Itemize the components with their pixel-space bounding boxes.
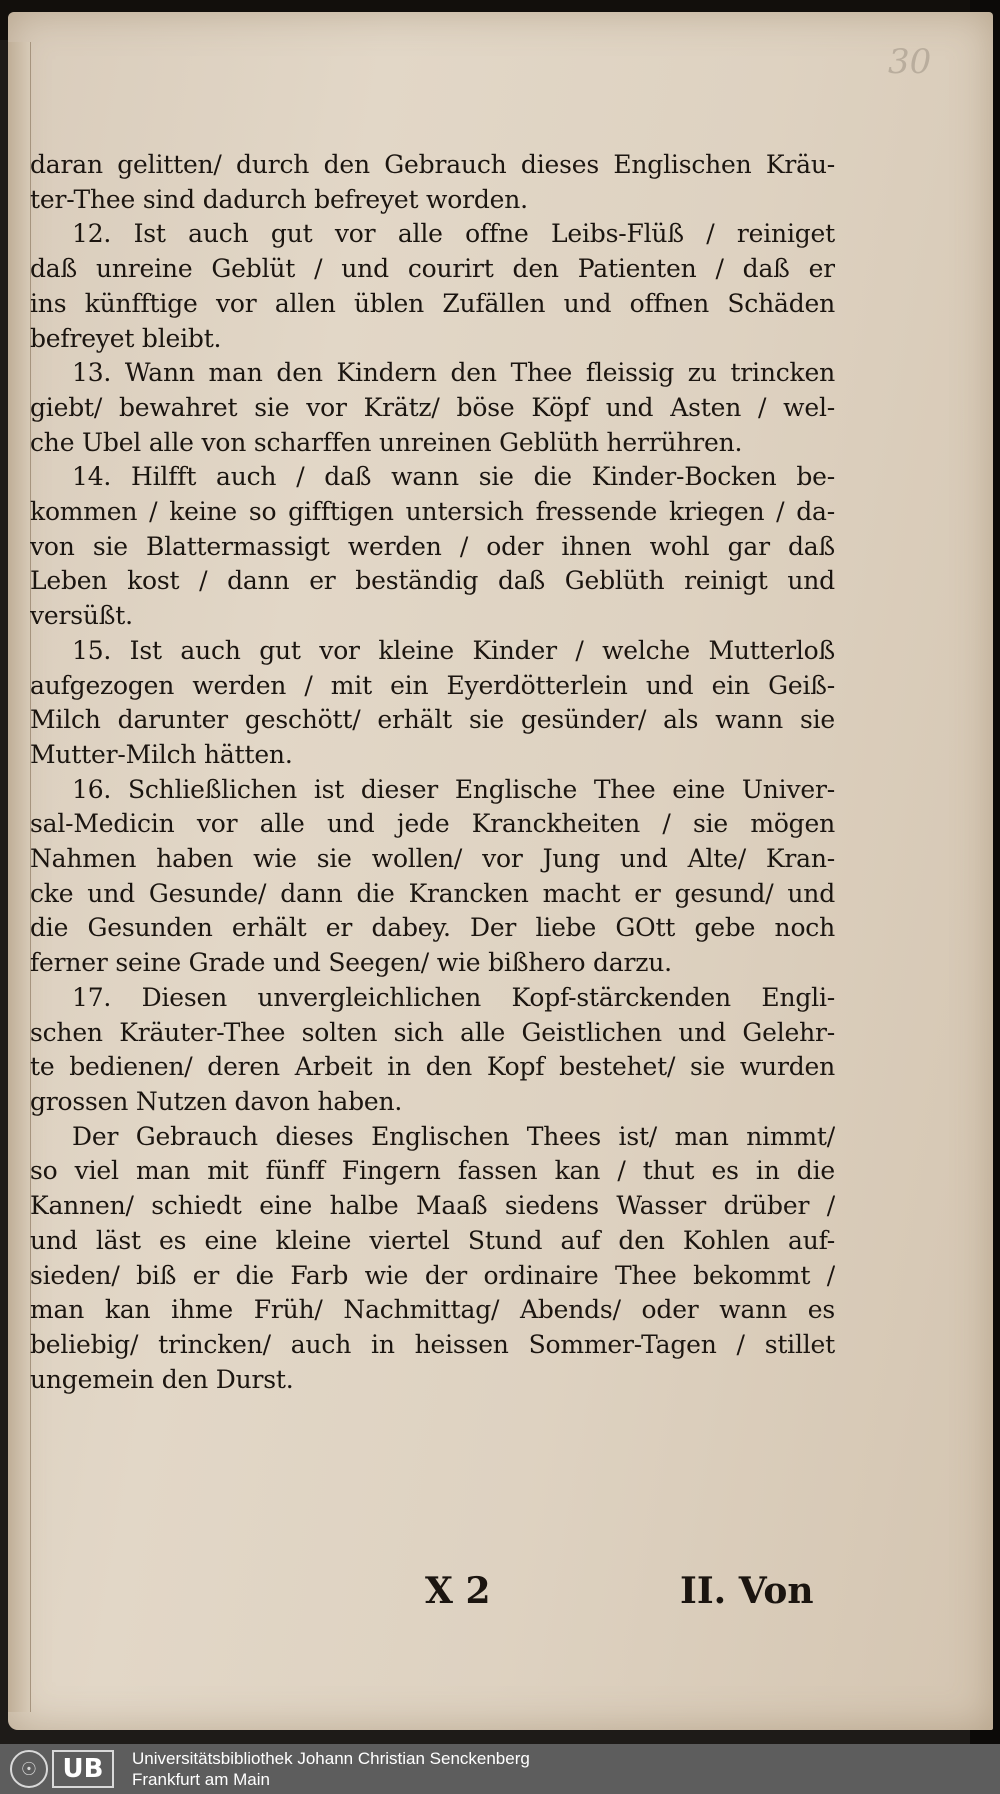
catchword: II. Von <box>680 1570 814 1612</box>
text-line: Kannen/ schiedt eine halbe Maaß siedens Wasser drüber / <box>30 1191 835 1221</box>
text-line: che Ubel alle von scharffen unreinen Geblüth herrühren. <box>30 427 743 457</box>
text-line: von sie Blattermassigt werden / oder ihnen wohl gar daß <box>30 531 835 561</box>
text-line: aufgezogen werden / mit ein Eyerdötterlein und ein Geiß- <box>30 670 835 700</box>
text-line: befreyet bleibt. <box>30 323 222 353</box>
library-footer <box>0 1744 1000 1794</box>
text-line: 12. Ist auch gut vor alle offne Leibs-Flüß / reiniget <box>72 219 835 249</box>
text-line: 14. Hilfft auch / daß wann sie die Kinder-Bocken be- <box>72 462 835 492</box>
text-line: Leben kost / dann er beständig daß Geblüth reinigt und <box>30 566 835 596</box>
text-line: Nahmen haben wie sie wollen/ vor Jung und Alte/ Kran- <box>30 844 835 874</box>
text-line: daß unreine Geblüt / und courirt den Patienten / daß er <box>30 254 835 284</box>
text-line: die Gesunden erhält er dabey. Der liebe GOtt gebe noch <box>30 913 835 943</box>
text-line: te bedienen/ deren Arbeit in den Kopf bestehet/ sie wurden <box>30 1052 835 1082</box>
page-number-mark: 30 <box>888 42 932 82</box>
body-text <box>30 148 835 1397</box>
text-line: so viel man mit fünff Fingern fassen kan / thut es in die <box>30 1156 835 1186</box>
text-line: versüßt. <box>30 601 133 631</box>
library-logo[interactable] <box>10 1749 118 1789</box>
text-line: ter-Thee sind dadurch befreyet worden. <box>30 184 528 214</box>
text-line: man kan ihme Früh/ Nachmittag/ Abends/ oder wann es <box>30 1295 835 1325</box>
text-line: 13. Wann man den Kindern den Thee fleissig zu trincken <box>72 358 835 388</box>
text-line: daran gelitten/ durch den Gebrauch dieses Englischen Kräu- <box>30 150 835 179</box>
text-line: Der Gebrauch dieses Englischen Thees ist/ man nimmt/ <box>72 1121 835 1151</box>
text-line: sieden/ biß er die Farb wie der ordinaire Thee bekommt / <box>30 1260 835 1290</box>
text-line: Mutter-Milch hätten. <box>30 739 293 769</box>
text-line: ungemein den Durst. <box>30 1364 294 1394</box>
text-line: grossen Nutzen davon haben. <box>30 1086 403 1116</box>
text-line: Milch darunter geschött/ erhält sie gesünder/ als wann sie <box>30 705 835 735</box>
text-line: kommen / keine so gifftigen untersich fressende kriegen / da- <box>30 497 835 527</box>
text-line: sal-Medicin vor alle und jede Kranckheiten / sie mögen <box>30 809 835 839</box>
page-binding-edge <box>8 42 31 1712</box>
text-line: und läst es eine kleine viertel Stund auf den Kohlen auf- <box>30 1225 835 1255</box>
text-line: 15. Ist auch gut vor kleine Kinder / welche Mutterloß <box>72 635 835 665</box>
text-line: ins künfftige vor allen üblen Zufällen und offnen Schäden <box>30 288 835 318</box>
text-line: cke und Gesunde/ dann die Krancken macht er gesund/ und <box>30 878 835 908</box>
seal-icon: ☉ <box>10 1750 48 1788</box>
text-line: beliebig/ trincken/ auch in heissen Sommer-Tagen / stillet <box>30 1329 835 1359</box>
institution-name[interactable] <box>132 1748 530 1790</box>
text-line: ferner seine Grade und Seegen/ wie bißhero darzu. <box>30 948 672 978</box>
ub-logo-mark: UB <box>52 1750 114 1788</box>
institution-line-2: Frankfurt am Main <box>132 1770 270 1789</box>
text-line: 17. Diesen unvergleichlichen Kopf-stärckenden Engli- <box>72 982 835 1012</box>
text-line: 16. Schließlichen ist dieser Englische Thee eine Univer- <box>72 774 835 804</box>
signature-mark: X 2 <box>425 1570 491 1612</box>
text-line: giebt/ bewahret sie vor Krätz/ böse Köpf und Asten / wel- <box>30 392 835 422</box>
text-line: schen Kräuter-Thee solten sich alle Geistlichen und Gelehr- <box>30 1017 835 1047</box>
institution-line-1: Universitätsbibliothek Johann Christian Senckenberg <box>132 1749 530 1768</box>
